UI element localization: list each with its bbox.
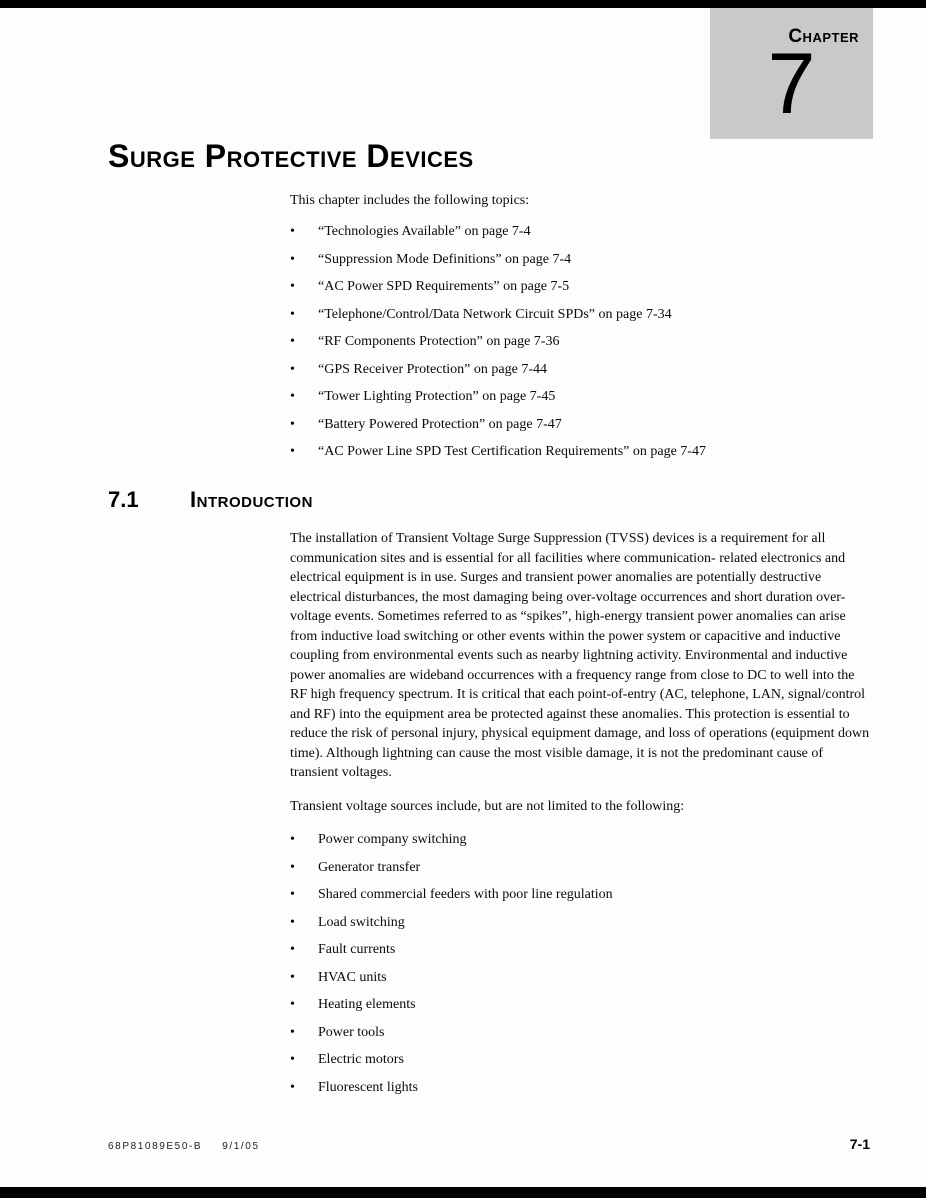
bullet-marker: • <box>290 444 295 459</box>
source-item-text: Generator transfer <box>318 859 421 875</box>
source-item-text: Power tools <box>318 1024 385 1040</box>
topic-item-text: “Suppression Mode Definitions” on page 7-4 <box>318 251 572 267</box>
bullet-marker: • <box>290 859 295 875</box>
topics-list <box>290 222 872 461</box>
source-item <box>290 1050 872 1069</box>
bullet-marker: • <box>290 416 295 432</box>
source-item <box>290 885 872 904</box>
revision-date: 9/1/05 <box>222 1141 260 1152</box>
bullet-marker: • <box>290 306 295 322</box>
sources-lead-in: Transient voltage sources include, but are not limited to the following: <box>290 798 685 814</box>
bullet-marker: • <box>290 334 295 349</box>
topic-item <box>290 332 872 351</box>
chapter-tab <box>710 8 873 139</box>
chapter-number: 7 <box>767 36 816 132</box>
source-item <box>290 995 872 1014</box>
bullet-marker: • <box>290 1024 295 1040</box>
topic-item <box>290 442 872 461</box>
topic-item <box>290 277 872 296</box>
topic-item <box>290 222 872 241</box>
footer-left <box>108 1141 260 1152</box>
source-item <box>290 830 872 849</box>
bullet-marker: • <box>290 969 295 985</box>
bullet-marker: • <box>290 887 295 902</box>
topic-item <box>290 250 872 269</box>
bullet-marker: • <box>290 997 295 1012</box>
page-footer <box>108 1136 870 1152</box>
source-item <box>290 1078 872 1097</box>
section-title: Introduction <box>190 487 313 512</box>
bullet-marker: • <box>290 942 295 957</box>
source-item-text: Fault currents <box>318 942 396 957</box>
source-item <box>290 913 872 932</box>
bullet-marker: • <box>290 389 295 404</box>
bullet-marker: • <box>290 914 295 930</box>
topics-intro-line: This chapter includes the following topics: <box>290 193 530 208</box>
source-item <box>290 968 872 987</box>
introduction-paragraph: The installation of Transient Voltage Surge Suppression (TVSS) devices is a requirement for all communication sites and is essential for all facilities where communication- related electronics and electrical equipment is in use. Surges and transient power anomalies are potentially destructive electrical disturbances, the most damaging being over-voltage occurrences and short duration over-voltage events. Sometimes referred to as “spikes”, high-energy transient power anomalies can arise from inductive load switching or other events within the power system or capacitive and inductive coupling from environmental events such as nearby lightning activity. Environmental and inductive power anomalies are wideband occurrences with a frequency range from close to DC to well into the RF high frequency spectrum. It is critical that each point-of-entry (AC, telephone, LAN, signal/control and RF) into the equipment area be protected against these anomalies. This protection is essential to reduce the risk of personal injury, physical equipment damage, and loss of operations (equipment down time). Although lightning can cause the most visible damage, it is not the predominant cause of transient voltages. <box>290 531 870 780</box>
document-number: 68P81089E50-B <box>108 1141 203 1152</box>
topic-item-text: “GPS Receiver Protection” on page 7-44 <box>318 361 547 377</box>
section-heading <box>108 487 926 513</box>
page-number: 7-1 <box>849 1136 870 1152</box>
topic-item <box>290 360 872 379</box>
topic-item <box>290 415 872 434</box>
transient-sources-list <box>290 830 872 1097</box>
bullet-marker: • <box>290 279 295 294</box>
topic-item-text: “AC Power SPD Requirements” on page 7-5 <box>318 279 570 294</box>
page-top-border <box>0 0 926 8</box>
source-item-text: Shared commercial feeders with poor line regulation <box>318 887 613 902</box>
body-column <box>290 529 872 1097</box>
source-item <box>290 940 872 959</box>
source-item-text: Load switching <box>318 914 405 930</box>
topic-item-text: “Technologies Available” on page 7-4 <box>318 224 531 239</box>
source-item-text: Power company switching <box>318 832 467 847</box>
bullet-marker: • <box>290 832 295 847</box>
topic-item-text: “Telephone/Control/Data Network Circuit SPDs” on page 7-34 <box>318 306 672 322</box>
source-item-text: Fluorescent lights <box>318 1079 418 1095</box>
chapter-title: Surge Protective Devices <box>108 138 474 174</box>
topic-item <box>290 387 872 406</box>
topic-item-text: “AC Power Line SPD Test Certification Requirements” on page 7-47 <box>318 444 706 459</box>
chapter-label: Chapter <box>788 26 859 47</box>
source-item-text: Electric motors <box>318 1052 404 1067</box>
bullet-marker: • <box>290 1079 295 1095</box>
source-item-text: Heating elements <box>318 997 416 1012</box>
bullet-marker: • <box>290 1052 295 1067</box>
page-bottom-border <box>0 1187 926 1198</box>
source-item <box>290 1023 872 1042</box>
bullet-marker: • <box>290 224 295 239</box>
bullet-marker: • <box>290 251 295 267</box>
topic-item-text: “RF Components Protection” on page 7-36 <box>318 334 560 349</box>
source-item <box>290 858 872 877</box>
section-number: 7.1 <box>108 487 139 512</box>
topic-item-text: “Battery Powered Protection” on page 7-47 <box>318 416 562 432</box>
source-item-text: HVAC units <box>318 969 387 985</box>
topic-item <box>290 305 872 324</box>
topic-item-text: “Tower Lighting Protection” on page 7-45 <box>318 389 556 404</box>
bullet-marker: • <box>290 361 295 377</box>
